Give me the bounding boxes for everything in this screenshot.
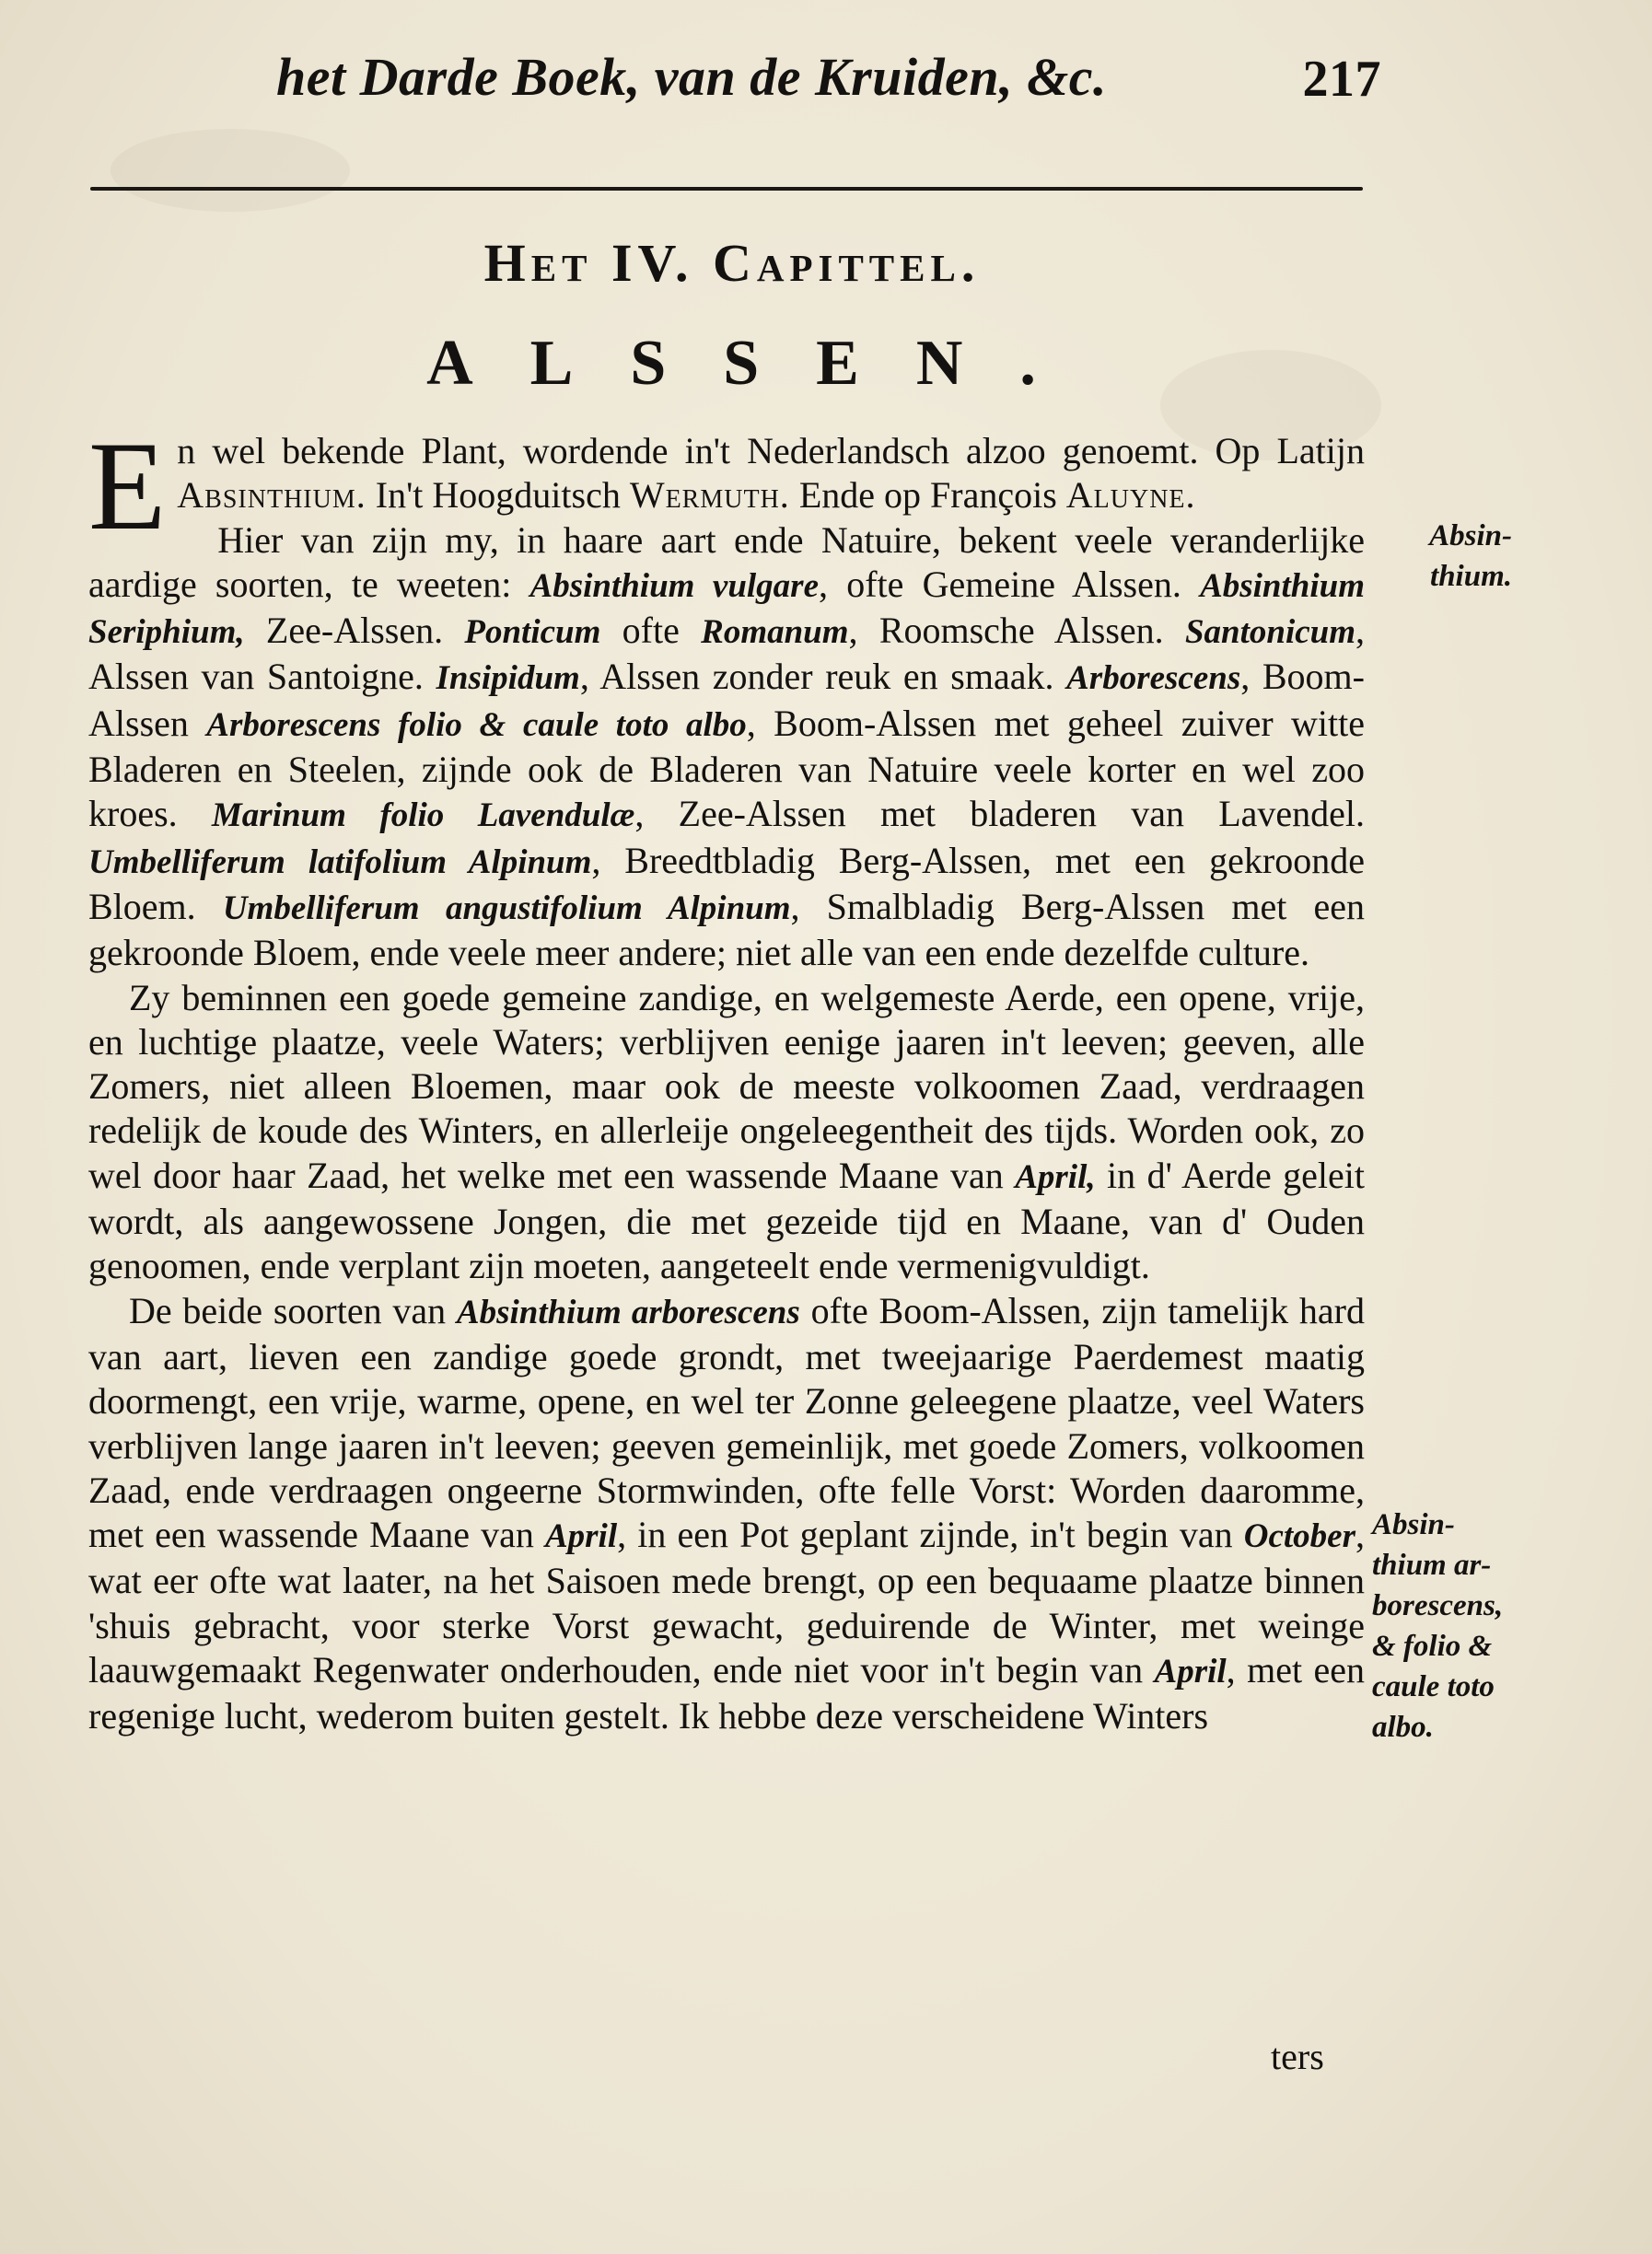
text-run: ofte	[600, 610, 702, 652]
plant-name-smallcaps: Aluyne.	[1065, 474, 1196, 517]
text-run: Hier van zijn my, in haare aart ende Natuire, bekent veele veranderlijke aardige soorten, te weeten:	[88, 518, 1365, 605]
paragraph	[88, 415, 1365, 556]
latin-name: Umbelliferum angustifolium Alpinum	[222, 889, 791, 927]
chapter-heading: Het IV. Capittel.	[483, 233, 981, 293]
text-run: In't Hoogduitsch	[366, 474, 630, 517]
body-text	[88, 415, 1366, 1739]
text-run: in d' Aerde geleit wordt, als aangewossene Jongen, die met gezeide tijd en Maane, van d' Ouden genoomen, ende verplant zijn moeten, aangeteelt ende vermenigvuldigt.	[88, 1154, 1365, 1287]
latin-name: April,	[1015, 1157, 1096, 1196]
text-run: , Smalbladig Berg-Alssen met een gekroonde Bloem, ende veele meer andere; niet alle van een ende dezelfde culture.	[88, 885, 1366, 974]
latin-name: Absinthium arborescens	[456, 1293, 800, 1331]
text-run: De beide soorten van	[129, 1289, 457, 1331]
latin-name: Insipidum	[436, 659, 580, 698]
latin-name: April	[544, 1517, 618, 1556]
text-run: , Breedtbladig Berg-Alssen, met een gekroonde Bloem.	[88, 839, 1366, 927]
text-run: , Boom-Alssen	[88, 656, 1365, 744]
paragraph	[88, 976, 1365, 1289]
text-run: , met een regenige lucht, wederom buiten gestelt. Ik hebbe deze verscheidene Winters	[88, 1649, 1365, 1737]
print-smudge	[111, 129, 350, 212]
latin-name: Romanum	[701, 613, 849, 652]
latin-name: Absinthium vulgare	[529, 566, 819, 605]
paragraph	[88, 1289, 1365, 1739]
text-run: Zee-Alssen.	[244, 610, 465, 652]
text-run: ofte Boom-Alssen, zijn tamelijk hard van aart, lieven een zandige goede grondt, met tweejaarige Paerdemest maatig doormengt, een vrije, warme, opene, en wel ter Zonne geleegene plaatze, veel Waters verblijven lange jaaren in't leeven; geeven gemeinlijk, met goede Zomers, volkoomen Zaad, ende verdraagen ongeerne Stormwinden, ofte felle Vorst: Worden daaromme, met een wassende Maane van	[88, 1289, 1365, 1556]
plant-name-smallcaps: Absinthium.	[177, 474, 366, 517]
text-run: , ofte Gemeine Alssen.	[819, 563, 1201, 605]
header-rule	[90, 187, 1363, 191]
text-run: , Zee-Alssen met bladeren van Lavendel.	[634, 793, 1366, 835]
latin-name: Marinum folio Lavendulæ	[211, 796, 635, 835]
running-title: het Darde Boek, van de Kruiden, &c.	[276, 47, 1107, 107]
margin-note: Absin- thium ar- borescens, & folio & caule toto albo.	[1372, 1508, 1504, 1744]
latin-name: April	[1154, 1653, 1227, 1691]
text-run: , Boom-Alssen met geheel zuiver witte Bladeren en Steelen, zijnde ook de Bladeren van Natuire veele korter en wel zoo kroes.	[88, 702, 1366, 835]
text-run: , Roomsche Alssen.	[848, 610, 1185, 652]
text-run: , in een Pot geplant zijnde, in't begin van	[617, 1514, 1244, 1556]
plant-title: ALSSEN.	[426, 328, 1093, 399]
running-head	[276, 46, 1381, 120]
text-run: Zy beminnen een goede gemeine zandige, en welgemeste Aerde, een opene, vrije, en luchtige plaatze, veele Waters; verblijven eenige jaaren in't leeven; geeven, alle Zomers, niet alleen Bloemen, maar ook de meeste volkoomen Zaad, verdraagen redelijk de koude des Winters, en allerleije ongeleegentheit des tijds. Worden ook, zo wel door haar Zaad, het welke met een wassende Maane van	[88, 976, 1365, 1196]
page-number: 217	[1302, 51, 1381, 108]
drop-cap: E	[88, 415, 167, 556]
text-run: n wel bekende Plant, wordende in't Nederlandsch alzoo genoemt. Op Latijn	[177, 430, 1365, 471]
text-run: , Alssen zonder reuk en smaak.	[579, 656, 1067, 698]
latin-name: Umbelliferum latifolium Alpinum	[88, 842, 592, 881]
margin-note: Absin- thium.	[1429, 519, 1512, 593]
latin-name: Ponticum	[464, 613, 601, 652]
text-run: , Alssen van Santoigne.	[88, 610, 1366, 698]
latin-name: Santonicum	[1184, 613, 1356, 652]
latin-name: Arborescens	[1066, 659, 1241, 698]
latin-name: Arborescens folio & caule toto albo	[206, 705, 747, 744]
catchword: ters	[1271, 2036, 1324, 2077]
plant-name-smallcaps: Wermuth.	[629, 474, 790, 517]
text-run: , wat eer ofte wat laater, na het Saisoen mede brengt, op een bequaame plaatze binnen 'shuis gebracht, voor sterke Vorst gewacht, geduirende de Winter, met weinge laauwgemaakt Regenwater onderhouden, ende niet voor in't begin van	[88, 1514, 1365, 1691]
latin-name: Absinthium Seriphium,	[88, 566, 1365, 652]
text-run: Ende op François	[789, 474, 1066, 517]
latin-name: October	[1243, 1517, 1355, 1556]
paragraph	[88, 518, 1365, 976]
